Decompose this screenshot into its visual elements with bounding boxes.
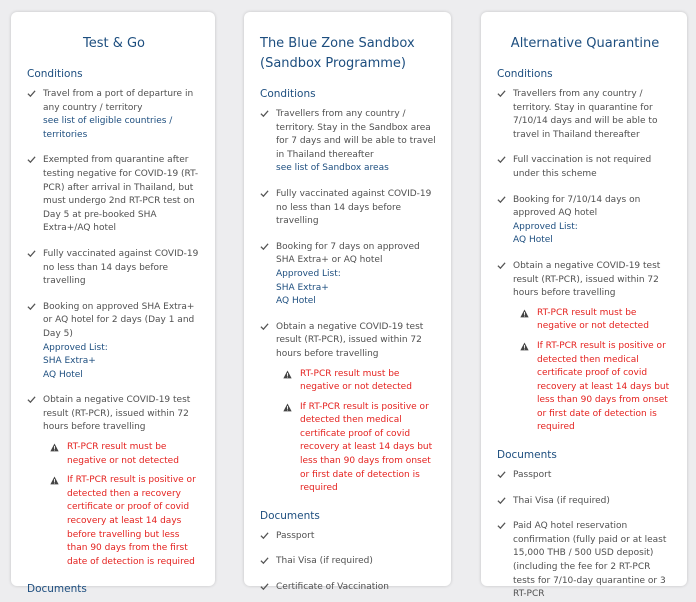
condition-item	[27, 154, 201, 236]
warning-note	[276, 368, 437, 395]
conditions-heading: Conditions	[27, 68, 83, 80]
warning-icon	[283, 403, 292, 412]
condition-item	[497, 88, 673, 142]
warning-icon	[50, 476, 59, 485]
condition-text: Booking for 7/10/14 days on approved AQ hotel	[513, 194, 641, 219]
condition-text: Booking for 7 days on approved SHA Extra+ or AQ hotel	[276, 241, 420, 266]
document-item	[260, 530, 437, 544]
document-text: Thai Visa (if required)	[513, 495, 610, 506]
condition-item	[260, 188, 437, 229]
warning-text: If RT-PCR result is positive or detected then medical certificate proof of covid recovery at least 14 days but less than 90 days from onset or first date of detection is required	[537, 340, 670, 433]
condition-text: Travellers from any country / territory. Stay in quarantine for 7/10/14 days and will be able to travel in Thailand thereafter	[513, 89, 658, 140]
conditions-heading: Conditions	[497, 68, 553, 80]
condition-link[interactable]: Approved List:	[43, 342, 108, 353]
condition-item	[260, 108, 437, 176]
conditions-heading: Conditions	[260, 88, 316, 100]
check-icon	[27, 249, 36, 258]
warning-note	[43, 441, 201, 468]
document-text: Thai Visa (if required)	[276, 556, 373, 567]
check-icon	[260, 242, 269, 251]
warning-text: RT-PCR result must be negative or not detected	[67, 442, 179, 466]
card-title: Alternative Quarantine	[510, 36, 660, 51]
warning-text: RT-PCR result must be negative or not detected	[537, 307, 649, 332]
document-text: Passport	[276, 530, 315, 541]
document-item	[497, 469, 673, 483]
condition-link[interactable]: AQ Hotel	[276, 296, 316, 307]
check-icon	[497, 195, 506, 204]
condition-item	[260, 321, 437, 496]
warning-icon	[520, 309, 529, 318]
condition-link[interactable]: see list of eligible countries / territories	[43, 116, 173, 140]
check-icon	[260, 582, 269, 591]
card-title: The Blue Zone Sandbox (Sandbox Programme)	[260, 36, 415, 71]
condition-link[interactable]: Approved List:	[513, 221, 578, 232]
condition-text: Obtain a negative COVID-19 test result (RT-PCR), issued within 72 hours before travelling	[513, 260, 661, 299]
check-icon	[260, 556, 269, 565]
documents-heading: Documents	[27, 583, 87, 596]
condition-item	[497, 154, 673, 181]
check-icon	[497, 470, 506, 479]
document-item	[260, 555, 437, 569]
document-item	[497, 520, 673, 602]
card-alternative-quarantine	[481, 12, 687, 600]
check-icon	[260, 322, 269, 331]
check-icon	[260, 531, 269, 540]
condition-link[interactable]: SHA Extra+	[276, 282, 329, 293]
condition-link[interactable]: AQ Hotel	[43, 369, 83, 380]
check-icon	[497, 521, 506, 530]
condition-item	[27, 394, 201, 569]
warning-note	[43, 474, 201, 569]
condition-text: Obtain a negative COVID-19 test result (RT-PCR), issued within 72 hours before travelling	[276, 321, 424, 359]
condition-link[interactable]: see list of Sandbox areas	[276, 163, 389, 174]
check-icon	[497, 496, 506, 505]
documents-heading: Documents	[260, 509, 320, 522]
warning-icon	[283, 370, 292, 379]
card-test-and-go	[11, 12, 215, 596]
condition-text: Obtain a negative COVID-19 test result (RT-PCR), issued within 72 hours before travelling	[43, 395, 191, 433]
warning-text: If RT-PCR result is positive or detected then medical certificate proof of covid recovery at least 14 days but less than 90 days from onset or first date of detection is required	[300, 401, 433, 494]
check-icon	[260, 109, 269, 118]
check-icon	[497, 89, 506, 98]
check-icon	[27, 302, 36, 311]
check-icon	[27, 395, 36, 404]
card-blue-zone-sandbox	[244, 12, 451, 593]
condition-link[interactable]: Approved List:	[276, 268, 341, 279]
warning-note	[513, 307, 673, 334]
condition-text: Fully vaccinated against COVID-19 no less than 14 days before travelling	[276, 188, 432, 227]
warning-text: RT-PCR result must be negative or not detected	[300, 368, 412, 393]
check-icon	[27, 155, 36, 164]
warning-note	[276, 401, 437, 496]
check-icon	[497, 261, 506, 270]
condition-item	[497, 260, 673, 435]
documents-heading: Documents	[497, 449, 557, 462]
condition-text: Booking on approved SHA Extra+ or AQ hotel for 2 days (Day 1 and Day 5)	[43, 301, 195, 339]
document-item	[497, 495, 673, 509]
condition-item	[497, 194, 673, 248]
warning-icon	[50, 443, 59, 452]
condition-item	[27, 248, 201, 289]
condition-text: Exempted from quarantine after testing negative for COVID-19 (RT-PCR) after arrival in Thailand, but must undergo 2nd RT-PCR test on Day 5 at pre-booked SHA Extra+/AQ hotel	[43, 155, 199, 234]
card-title: Test & Go	[82, 36, 146, 51]
document-text: Paid AQ hotel reservation confirmation (fully paid or at least 15,000 THB / 500 USD deposit) (including the fee for 2 RT-PCR tests for 7/10-day quarantine or 3 RT-PCR	[513, 521, 667, 600]
condition-link[interactable]: AQ Hotel	[513, 235, 553, 246]
check-icon	[497, 155, 506, 164]
condition-text: Fully vaccinated against COVID-19 no less than 14 days before travelling	[43, 248, 199, 287]
check-icon	[260, 189, 269, 198]
warning-note	[513, 340, 673, 435]
condition-text: Travel from a port of departure in any country / territory	[43, 89, 194, 113]
warning-text: If RT-PCR result is positive or detected then a recovery certificate or proof of covid recovery at least 14 days before travelling but less than 90 days from the first date of detection is required	[67, 475, 196, 567]
condition-item	[27, 301, 201, 383]
warning-icon	[520, 342, 529, 351]
check-icon	[27, 89, 36, 98]
condition-link[interactable]: SHA Extra+	[43, 356, 96, 367]
document-text: Passport	[513, 470, 552, 481]
condition-item	[27, 88, 201, 142]
condition-item	[260, 241, 437, 309]
condition-text: Full vaccination is not required under this scheme	[513, 155, 652, 179]
condition-text: Travellers from any country / territory. Stay in the Sandbox area for 7 days and will be able to travel in Thailand thereafter	[276, 109, 436, 160]
document-text: Certificate of Vaccination	[276, 582, 389, 593]
document-item	[260, 581, 437, 595]
